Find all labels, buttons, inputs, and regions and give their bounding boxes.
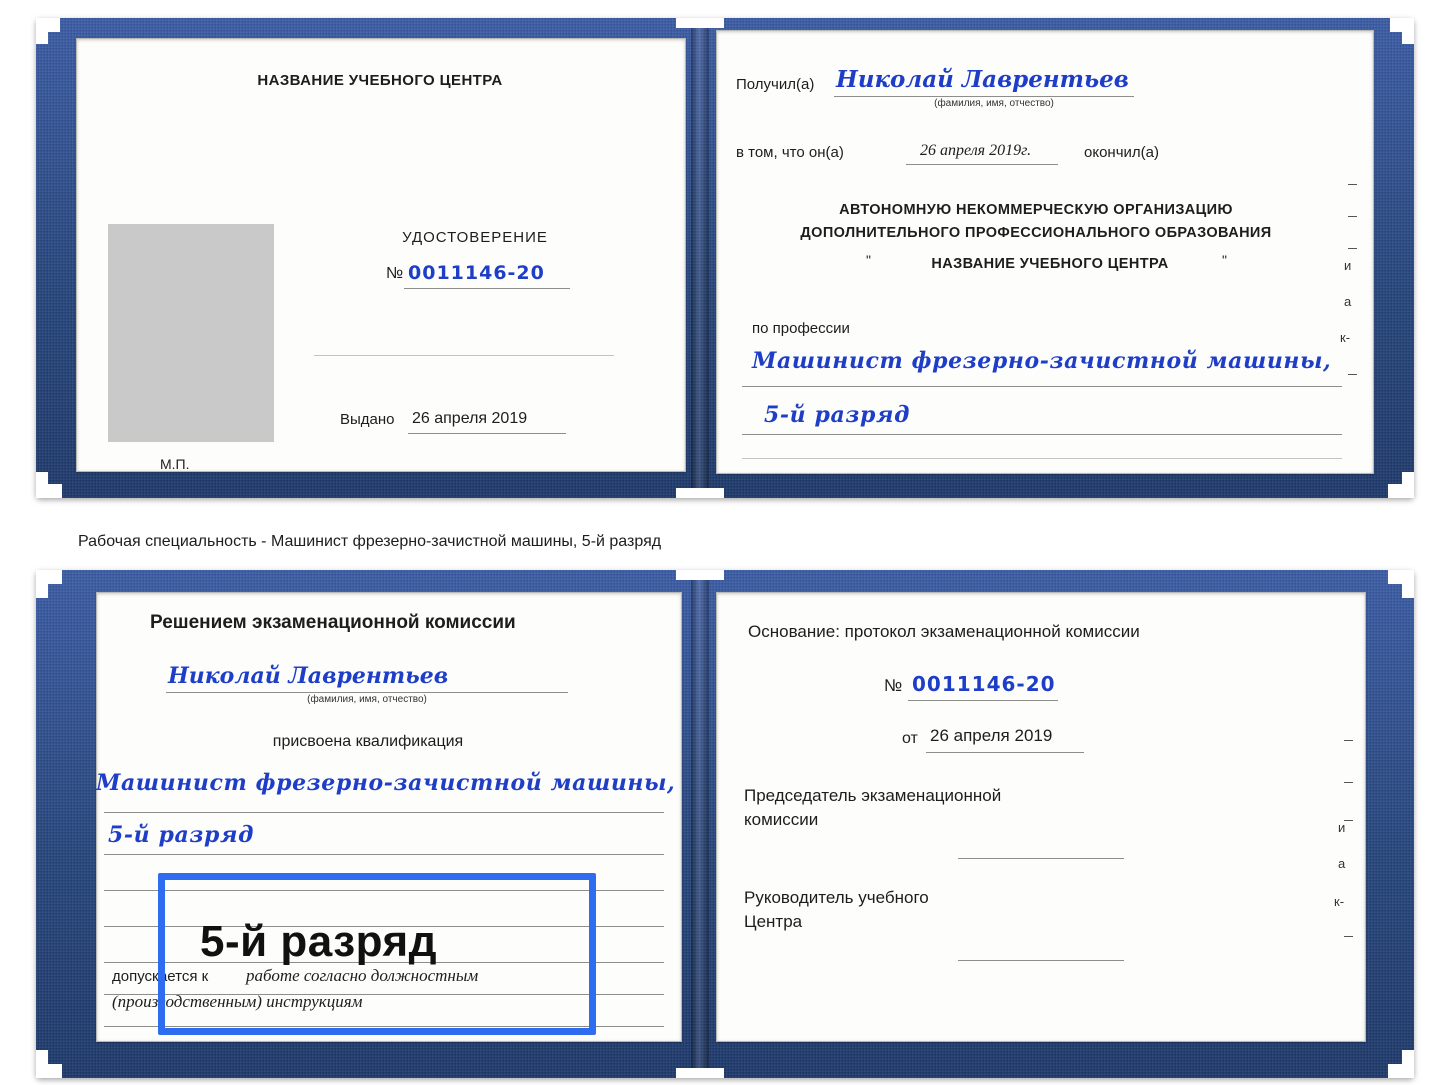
image-caption: Рабочая специальность - Машинист фрезерно-зачистной машины, 5-й разряд: [78, 533, 662, 550]
received-name: Николай Лаврентьев: [836, 66, 1129, 93]
book-spine-top: [691, 18, 709, 498]
organization-line-1: АВТОНОМНУЮ НЕКОММЕРЧЕСКУЮ ОРГАНИЗАЦИЮ: [839, 202, 1233, 218]
edge-dash: [1344, 936, 1353, 937]
issued-date: 26 апреля 2019: [412, 410, 528, 427]
head-label-line-2: Центра: [744, 912, 803, 931]
cover-notch: [1402, 570, 1414, 598]
qualification-label: присвоена квалификация: [272, 733, 464, 750]
issued-label: Выдано: [340, 411, 395, 428]
qualification-rule-2: [104, 854, 664, 855]
chairman-signature-line: [958, 858, 1124, 859]
cover-notch: [36, 1050, 48, 1078]
qualification-rule-1: [104, 812, 664, 813]
edge-dash: [1348, 184, 1357, 185]
edge-dash: [1348, 374, 1357, 375]
finish-date: 26 апреля 2019г.: [920, 142, 1032, 159]
organization-name: НАЗВАНИЕ УЧЕБНОГО ЦЕНТРА: [931, 256, 1169, 272]
profession-label: по профессии: [752, 320, 850, 337]
spine-notch: [676, 18, 724, 28]
edge-fragment-3: к-: [1334, 894, 1345, 909]
profession-rule-2: [742, 434, 1342, 435]
profession-value-line-2: 5-й разряд: [764, 402, 910, 428]
edge-fragment-1: и: [1344, 258, 1352, 273]
head-signature-line: [958, 960, 1124, 961]
quote-open: ": [866, 252, 871, 268]
name-underline: [166, 692, 568, 693]
cover-notch: [36, 570, 48, 598]
edge-fragment-2: а: [1338, 856, 1346, 871]
cover-notch: [1402, 472, 1414, 498]
head-label-line-1: Руководитель учебного: [744, 888, 929, 907]
protocol-date-underline: [926, 752, 1084, 753]
profession-rule-1: [742, 386, 1342, 387]
number-underline: [404, 288, 570, 289]
chairman-label-line-1: Председатель экзаменационной: [744, 786, 1002, 805]
allowed-value-line-2: (производственным) инструкциям: [112, 992, 363, 1011]
edge-dash: [1344, 820, 1353, 821]
blank-line: [314, 355, 614, 356]
protocol-number-sign: №: [884, 676, 903, 695]
edge-dash: [1348, 216, 1357, 217]
chairman-label-line-2: комиссии: [744, 810, 819, 829]
organization-line-2: ДОПОЛНИТЕЛЬНОГО ПРОФЕССИОНАЛЬНОГО ОБРАЗОВАНИЯ: [800, 225, 1272, 241]
received-underline: [834, 96, 1134, 97]
highlight-label: 5-й разряд: [200, 917, 438, 966]
cover-notch: [36, 472, 48, 498]
spine-notch: [676, 570, 724, 580]
finished-label: окончил(а): [1084, 144, 1159, 161]
cover-notch: [1402, 1050, 1414, 1078]
edge-dash: [1344, 782, 1353, 783]
document-type-label: УДОСТОВЕРЕНИЕ: [402, 229, 548, 246]
photo-placeholder: [108, 224, 274, 442]
quote-close: ": [1222, 252, 1227, 268]
protocol-date-prefix: от: [902, 730, 918, 747]
date-underline: [906, 164, 1058, 165]
received-label: Получил(а): [736, 76, 815, 93]
edge-dash: [1348, 248, 1357, 249]
certificate-number: 0011146-20: [408, 262, 545, 284]
basis-label: Основание: протокол экзаменационной комиссии: [748, 622, 1140, 641]
edge-fragment-2: а: [1344, 294, 1352, 309]
edge-fragment-3: к-: [1340, 330, 1351, 345]
edge-dash: [1344, 740, 1353, 741]
allowed-value-line-1: работе согласно должностным: [246, 966, 479, 985]
commission-decision-title: Решением экзаменационной комиссии: [150, 612, 516, 633]
allowed-label: допускается к: [112, 968, 209, 985]
book-spine-bottom: [691, 570, 709, 1078]
cover-notch: [1402, 18, 1414, 44]
training-center-title: НАЗВАНИЕ УЧЕБНОГО ЦЕНТРА: [257, 72, 503, 89]
name-hint: (фамилия, имя, отчество): [307, 694, 427, 705]
that-he-label: в том, что он(а): [736, 144, 844, 161]
number-sign: №: [386, 265, 404, 282]
stamp-label: М.П.: [160, 456, 190, 472]
received-hint: (фамилия, имя, отчество): [934, 98, 1054, 109]
protocol-number-underline: [908, 700, 1058, 701]
protocol-date: 26 апреля 2019: [930, 726, 1053, 745]
spine-notch: [676, 488, 724, 498]
issued-underline: [408, 433, 566, 434]
recipient-name: Николай Лаврентьев: [168, 663, 449, 689]
protocol-number: 0011146-20: [912, 672, 1056, 696]
profession-rule-3: [742, 458, 1342, 459]
cover-notch: [36, 18, 48, 44]
spine-notch: [676, 1068, 724, 1078]
qualification-line-2: 5-й разряд: [108, 822, 254, 848]
profession-value-line-1: Машинист фрезерно-зачистной машины,: [752, 348, 1332, 374]
edge-fragment-1: и: [1338, 820, 1346, 835]
qualification-line-1: Машинист фрезерно-зачистной машины,: [96, 770, 676, 796]
